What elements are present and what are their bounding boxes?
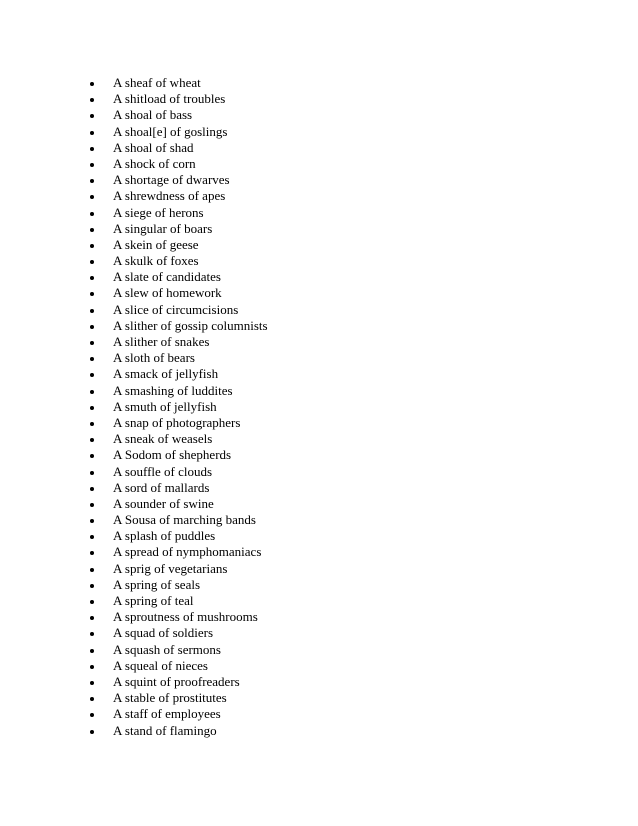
- list-item-text: A Sousa of marching bands: [113, 512, 256, 528]
- list-item-text: A shrewdness of apes: [113, 188, 226, 204]
- bullet-icon: [90, 519, 94, 523]
- list-item-text: A shoal[e] of goslings: [113, 123, 228, 139]
- bullet-icon: [90, 503, 94, 507]
- bullet-icon: [90, 98, 94, 102]
- bullet-icon: [90, 616, 94, 620]
- bullet-icon: [90, 406, 94, 410]
- list-item-text: A spring of seals: [113, 576, 201, 592]
- list-item-text: A squash of sermons: [113, 641, 221, 657]
- list-item-text: A sord of mallards: [113, 479, 210, 495]
- bullet-icon: [90, 82, 94, 86]
- bullet-icon: [90, 341, 94, 345]
- list-item-text: A sloth of bears: [113, 350, 195, 366]
- list-item-text: A shoal of bass: [113, 107, 193, 123]
- bullet-icon: [90, 325, 94, 329]
- bullet-icon: [90, 131, 94, 135]
- bullet-icon: [90, 697, 94, 701]
- bullet-icon: [90, 163, 94, 167]
- bullet-icon: [90, 600, 94, 604]
- bullet-icon: [90, 713, 94, 717]
- bullet-icon: [90, 632, 94, 636]
- list-item-text: A sheaf of wheat: [113, 75, 201, 90]
- list-item-text: A squint of proofreaders: [113, 673, 240, 689]
- list-item-text: A stand of flamingo: [113, 722, 217, 738]
- list-item-text: A slither of snakes: [113, 334, 210, 349]
- bullet-icon: [90, 649, 94, 653]
- list-item-text: A sneak of weasels: [113, 431, 213, 447]
- bullet-icon: [90, 195, 94, 199]
- list-item-text: A shitload of troubles: [113, 91, 226, 107]
- bullet-icon: [90, 584, 94, 588]
- bullet-icon: [90, 535, 94, 539]
- list-item-text: A shoal of shad: [113, 139, 194, 155]
- list-item-text: A splash of puddles: [113, 528, 216, 544]
- bullet-icon: [90, 292, 94, 296]
- bullet-icon: [90, 454, 94, 458]
- bullet-icon: [90, 422, 94, 426]
- bullet-icon: [90, 228, 94, 232]
- bullet-icon: [90, 438, 94, 442]
- bullet-icon: [90, 357, 94, 361]
- list-item-text: A skulk of foxes: [113, 253, 199, 269]
- list-item-text: A squad of soldiers: [113, 625, 214, 641]
- list-item-text: A smashing of luddites: [113, 382, 233, 398]
- list-item-text: A slither of gossip columnists: [113, 317, 268, 333]
- list-item-text: A Sodom of shepherds: [113, 447, 232, 463]
- list-item-text: A souffle of clouds: [113, 463, 213, 479]
- list-item-text: A snap of photographers: [113, 414, 241, 430]
- bullet-icon: [90, 568, 94, 572]
- list-item-text: A shock of corn: [113, 155, 196, 171]
- list-item-text: A shortage of dwarves: [113, 172, 230, 188]
- bullet-icon: [90, 309, 94, 313]
- list-item-text: A spread of nymphomaniacs: [113, 544, 262, 560]
- bullet-icon: [90, 730, 94, 734]
- list-item-text: A singular of boars: [113, 220, 213, 236]
- list-item-text: A slew of homework: [113, 285, 222, 301]
- list-item-text: A slice of circumcisions: [113, 301, 239, 317]
- list-item-text: A spring of teal: [113, 593, 194, 608]
- list-item-text: A slate of candidates: [113, 269, 221, 285]
- list-item-text: A sproutness of mushrooms: [113, 609, 258, 625]
- bullet-icon: [90, 147, 94, 151]
- list-item-text: A siege of herons: [113, 204, 204, 220]
- bullet-icon: [90, 665, 94, 669]
- bullet-icon: [90, 373, 94, 377]
- bullet-icon: [90, 260, 94, 264]
- bullet-icon: [90, 390, 94, 394]
- bullet-icon: [90, 487, 94, 491]
- bullet-icon: [90, 114, 94, 118]
- bullet-icon: [90, 551, 94, 555]
- bullet-icon: [90, 276, 94, 280]
- bullet-icon: [90, 179, 94, 183]
- list-item-text: A sprig of vegetarians: [113, 560, 228, 576]
- list-item-text: A squeal of nieces: [113, 657, 208, 673]
- bullet-icon: [90, 681, 94, 685]
- list-item-text: A skein of geese: [113, 236, 199, 252]
- list-item-text: A sounder of swine: [113, 495, 214, 511]
- list-item-text: A smuth of jellyfish: [113, 398, 217, 414]
- bullet-icon: [90, 212, 94, 216]
- bullet-icon: [90, 244, 94, 248]
- list-item-text: A stable of prostitutes: [113, 690, 227, 706]
- list-item-text: A staff of employees: [113, 706, 221, 722]
- list-item-text: A smack of jellyfish: [113, 366, 219, 382]
- bullet-icon: [90, 471, 94, 475]
